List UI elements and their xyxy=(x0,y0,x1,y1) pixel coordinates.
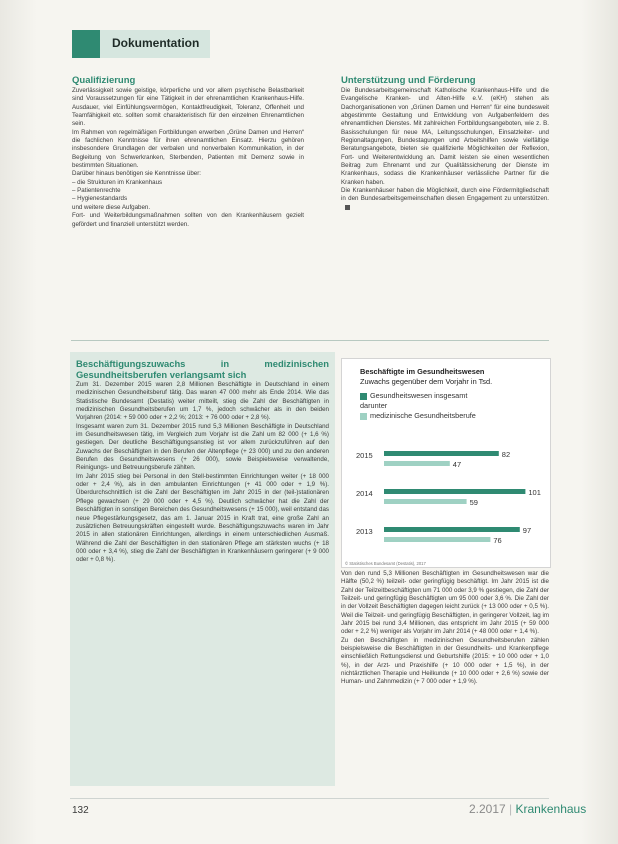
data-label-2013-medical: 76 xyxy=(493,536,502,545)
paragraph: und weitere diese Aufgaben. xyxy=(72,203,151,211)
footer-issue: 2.2017 | Krankenhaus xyxy=(469,802,587,816)
info-box xyxy=(70,352,335,786)
page-number: 132 xyxy=(72,805,89,816)
data-label-2015-medical: 47 xyxy=(452,460,462,469)
paragraph: Fort- und Weiterbildungsmaßnahmen sollten von den Krankenhäusern gezielt gefördert und finanziell unterstützt werden. xyxy=(72,212,304,228)
chart-source: © Statistisches Bundesamt (Destatis), 2017 xyxy=(345,561,426,566)
section-header xyxy=(72,30,210,58)
bar-2014-total xyxy=(384,489,525,494)
chart-subtitle: Zuwachs gegenüber dem Vorjahr in Tsd. xyxy=(360,377,493,386)
right-column-lower xyxy=(341,570,549,687)
section-title: Dokumentation xyxy=(112,36,200,50)
end-mark-icon xyxy=(345,205,350,210)
paragraph: Zum 31. Dezember 2015 waren 2,8 Millionen Beschäftigte in Deutschland in einem medizinischen Gesundheitsberuf tätig. Das waren 47 000 mehr als Ende 2014. Wie das Statistische Bundesamt (Destatis) weiter mitteilt, stieg die Zahl der Beschäftigten in medizinischen Gesundheitsberufen um 1,7 %, jedoch schwächer als in den beiden Vorjahren (2014: + 59 000 oder + 2,2 %; 2013: + 76 000 oder + 2,8 %). xyxy=(76,381,329,422)
bar-2014-medical xyxy=(384,499,467,504)
paragraph: Insgesamt waren zum 31. Dezember 2015 rund 5,3 Millionen Beschäftigte in Deutschland im Gesundheitswesen tätig, im Vergleich zum Vorjahr ist die Zahl um 82 000 (+ 1,6 %) gestiegen. Der deutliche Beschäftigungsanstieg ist vor allem zurückzuführen auf den Zuwachs der Beschäftigten in den Berufen der Altenpflege (+ 23 000) und zu den anderen Berufen des Gesundheitswesens (+ 26 000), sowie Beispielsweise verwaltende, Reinigungs- und Betreuungsberufe zählten. xyxy=(76,422,329,472)
category-label-2013: 2013 xyxy=(356,527,373,536)
heading-qualifizierung: Qualifizierung xyxy=(72,75,136,86)
legend-label-total: Gesundheitswesen insgesamt xyxy=(370,391,468,400)
requirements-list xyxy=(72,179,304,204)
section-divider xyxy=(71,340,549,341)
footer-divider xyxy=(70,798,549,799)
paragraph: Zu den Beschäftigten in medizinischen Gesundheitsberufen zählen beispielsweise die Beschäftigten in der Gesundheits- und Krankenpflege einschließlich Rettungsdienst und Geburtshilfe (2015: + 10 000 oder + 1,0 %), in der Arzt- und Praxishilfe (+ 10 000 oder + 1,5 %), in der nichtärztlichen Therapie und Heilkunde (+ 10 000 oder + 2,6 %) sowie der Human- und Zahnmedizin (+ 7 000 oder + 1,9 %). xyxy=(341,636,549,686)
list-item: – Hygienestandards xyxy=(72,195,304,203)
left-column xyxy=(72,75,304,229)
bar-2015-medical xyxy=(384,461,450,466)
chart-plot xyxy=(342,359,550,567)
brand-logo: Krankenhaus xyxy=(515,802,587,816)
category-label-2014: 2014 xyxy=(356,489,373,498)
data-label-2014-medical: 59 xyxy=(469,498,478,507)
paragraph: Von den rund 5,3 Millionen Beschäftigten im Gesundheitswesen war die Hälfte (50,2 %) teilzeit- oder geringfügig beschäftigt. Im Jahr 2015 ist die Zahl der Teilzeitbeschäftigten um 71 000 oder 3,9 % gestiegen, die Zahl der Teilzeit- und geringfügig Beschäftigten um 95 000 oder 3,6 %. Die Zahl der in der Vollzeit Beschäftigten dagegen leicht zurück (+ 13 000 oder + 0,5 %). Weil die Teilzeit- und geringfügig Beschäftigten, in geringerer Vollzeit, lag im Jahr 2015 bei rund 3,4 Millionen, das entspricht im Jahr 2015 (+ 59 000 oder + 2,2 %) weniger als Vorjahr im Jahr 2014 (+ 48 000 oder + 1,4 %). xyxy=(341,570,549,636)
data-label-2015-total: 82 xyxy=(501,450,511,459)
bar-chart xyxy=(341,358,551,568)
bar-2015-total xyxy=(384,451,499,456)
data-label-2014-total: 101 xyxy=(528,488,541,497)
paragraph: Die Krankenhäuser haben die Möglichkeit, durch eine Fördermitgliedschaft in den Bundesarbeitsgemeinschaften diesen Engagement zu unterstützen. xyxy=(341,187,549,212)
category-label-2015: 2015 xyxy=(356,451,373,460)
info-box-title: Beschäftigungszuwachs in medizinischen Gesundheitsberufen verlangsamt sich xyxy=(76,358,329,380)
legend-label-medical: medizinische Gesundheitsberufe xyxy=(370,411,476,420)
list-item: – die Strukturen im Krankenhaus xyxy=(72,179,304,187)
paragraph: Im Rahmen von regelmäßigen Fortbildungen erwerben „Grüne Damen und Herren“ die fachlichen Kenntnisse für ihren ehrenamtlichen Einsatz. Hierzu gehören insbesondere Grundlagen der verbalen und nonverbalen Kommunikation, in der Begleitung von Schwerkranken, Sterbenden, Patienten mit Demenz sowie in bestimmten Situationen. xyxy=(72,128,304,170)
paragraph: Darüber hinaus benötigen sie Kenntnisse über: xyxy=(72,170,201,178)
bar-2013-total xyxy=(384,527,520,532)
list-item: – Patientenrechte xyxy=(72,187,304,195)
heading-unterstuetzung: Unterstützung und Förderung xyxy=(341,75,476,86)
info-box-content xyxy=(76,358,329,565)
right-column xyxy=(341,75,549,212)
data-label-2013-total: 97 xyxy=(522,526,532,535)
paragraph: Die Bundesarbeitsgemeinschaft Katholische Krankenhaus-Hilfe und die Evangelische Kranken- und Alten-Hilfe e.V. (eKH) stehen als Dachorganisationen von „Grünen Damen und Herren“ für eine bundesweit abgestimmte Gestaltung und Entwicklung von Aufgabenfeldern des ehrenamtlichen Dienstes. Mit zahlreichen Fortbildungsangeboten, wie z. B. Basisschulungen für neue MA, Leitungsschulungen, Einsatzleiter- und Regionaltagungen, Bundestagungen und Arbeitshilfen sowie vielfältige Beratungsangebote, bieten sie qualifizierte Möglichkeiten der Reflexion, Fort- und Weiterentwicklung an. Damit leisten sie einen wesentlichen Beitrag zum Ehrenamt und zur Qualitätssicherung der Dienste im Krankenhaus, sodass die Krankenhäuser verlässliche Partner für die Kranken haben. xyxy=(341,87,549,186)
paragraph: Im Jahr 2015 stieg bei Personal in den Stell-bestimmten Einrichtungen weiter (+ 18 000 oder + 2,4 %), als in den ambulanten Einrichtungen (+ 41 000 oder + 1,9 %). Überdurchschnittlich ist die Zahl der Beschäftigten im Jahr 2015 in der (teil-)stationären Pflege gewachsen (+ 29 000 oder + 4,5 %). Deutlich schwächer hat die Zahl der Beschäftigten in sonstigen Bereichen des Gesundheitswesens (+ 15 000), weil entstand das neue Pflegestärkungsgesetz, das am 1. Januar 2015 in Kraft trat, eine große Zahl an zusätzlichen Betreuungskräften eingestellt wurde. Beschäftigungszuwachs waren im Jahr 2015 in allen stationären Einrichtungen, allerdings in einem unterschiedlichen Ausmaß. Während die Zahl der Beschäftigten in den stationären Pflege am stärksten wuchs (+ 18 000 oder + 3,4 %), stieg die Zahl der Beschäftigten in Krankenhäusern geringerer (+ 9 000 oder + 0,8 %). xyxy=(76,472,329,564)
paragraph: Zuverlässigkeit sowie geistige, körperliche und vor allem psychische Belastbarkeit sind Voraussetzungen für eine Tätigkeit in der ehrenamtlichen Krankenhaus-Hilfe. Ausdauer, viel Einfühlungsvermögen, Kontaktfreudigkeit, Toleranz, Offenheit und Teamfähigkeit etc. sollten somit charakteristisch für den einzelnen Ehrenamtlichen sein. xyxy=(72,87,304,128)
section-color-marker xyxy=(72,30,100,58)
chart-title: Beschäftigte im Gesundheitswesen xyxy=(360,367,485,376)
legend-label-darunter: darunter xyxy=(360,401,388,410)
bar-2013-medical xyxy=(384,537,490,542)
